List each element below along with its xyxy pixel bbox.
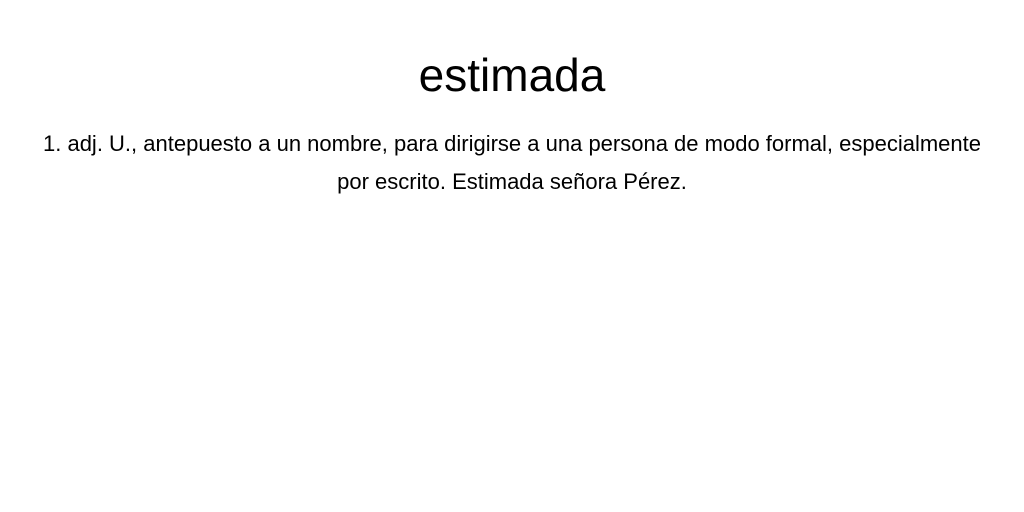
dictionary-entry — [0, 0, 1024, 201]
headword: estimada — [418, 49, 606, 101]
definition-text: 1. adj. U., antepuesto a un nombre, para dirigirse a una persona de modo formal, especialmente por escrito. Estimada señora Pérez. — [43, 131, 981, 194]
